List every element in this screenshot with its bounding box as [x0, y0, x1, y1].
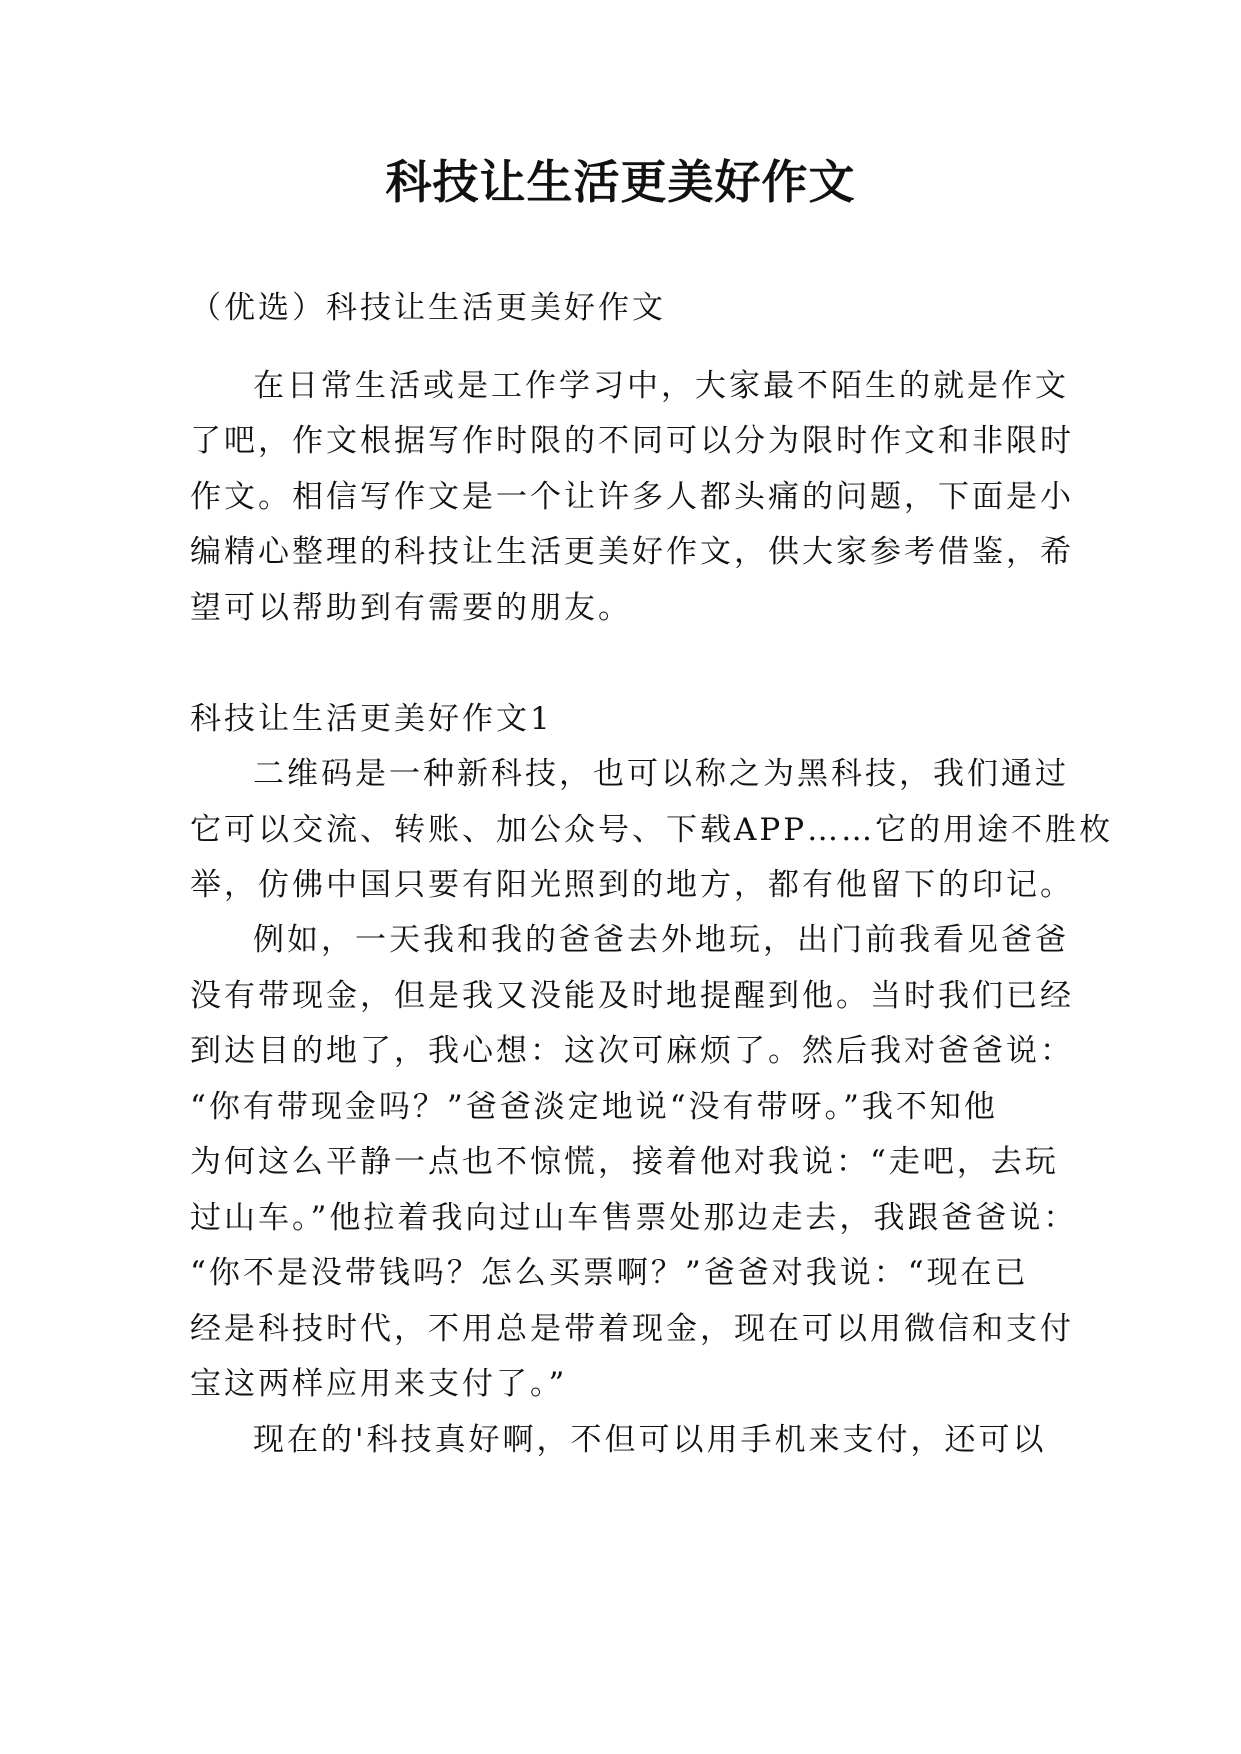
body-line: 现在的'科技真好啊，不但可以用手机来支付，还可以	[253, 1422, 1047, 1458]
intro-line: 了吧，作文根据写作时限的不同可以分为限时作文和非限时	[190, 423, 1074, 459]
body-line: 例如，一天我和我的爸爸去外地玩，出门前我看见爸爸	[253, 922, 1069, 958]
intro-line: 在日常生活或是工作学习中，大家最不陌生的就是作文	[253, 368, 1069, 404]
intro-line: 望可以帮助到有需要的朋友。	[190, 590, 632, 626]
body-line: “你有带现金吗？”爸爸淡定地说“没有带呀。”我不知他	[190, 1089, 998, 1125]
body-line: 宝这两样应用来支付了。”	[190, 1366, 568, 1402]
document-subtitle: （优选）科技让生活更美好作文	[190, 290, 666, 326]
document-title: 科技让生活更美好作文	[385, 155, 856, 209]
body-line: 过山车。”他拉着我向过山车售票处那边走去，我跟爸爸说：	[190, 1200, 1078, 1236]
body-line: 经是科技时代，不用总是带着现金，现在可以用微信和支付	[190, 1311, 1074, 1347]
body-line: 为何这么平静一点也不惊慌，接着他对我说：“走吧，去玩	[190, 1144, 1059, 1180]
body-line: “你不是没带钱吗？怎么买票啊？”爸爸对我说：“现在已	[190, 1255, 1029, 1291]
section-heading: 科技让生活更美好作文1	[190, 701, 553, 737]
intro-line: 作文。相信写作文是一个让许多人都头痛的问题，下面是小	[190, 479, 1074, 515]
intro-line: 编精心整理的科技让生活更美好作文，供大家参考借鉴，希	[190, 534, 1074, 570]
body-line: 到达目的地了，我心想：这次可麻烦了。然后我对爸爸说：	[190, 1033, 1074, 1069]
body-line: 二维码是一种新科技，也可以称之为黑科技，我们通过	[253, 756, 1069, 792]
body-line: 它可以交流、转账、加公众号、下载APP……它的用途不胜枚	[190, 812, 1114, 848]
body-line: 举，仿佛中国只要有阳光照到的地方，都有他留下的印记。	[190, 867, 1074, 903]
body-line: 没有带现金，但是我又没能及时地提醒到他。当时我们已经	[190, 978, 1074, 1014]
